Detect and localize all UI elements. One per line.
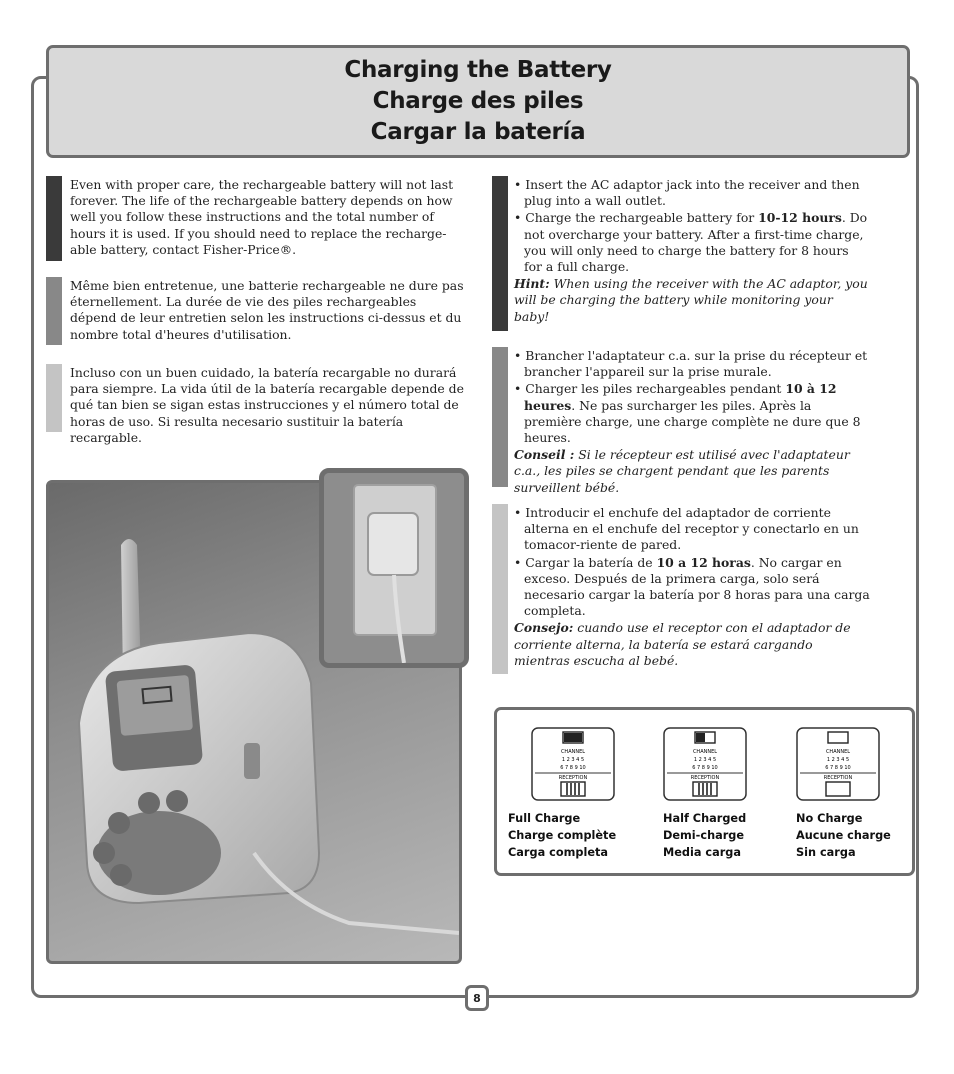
spanish-marker-bar <box>46 364 62 432</box>
svg-text:CHANNEL: CHANNEL <box>825 749 851 755</box>
left-para-en: Even with proper care, the rechargeable battery will not last forever. The life of the rechargeable battery depends on how well you follow these instructions and the total number of hours it is used. If you should need to replace the recharge-able battery, contact Fisher-Price®. <box>70 177 454 257</box>
svg-text:1 2 3 4 5: 1 2 3 4 5 <box>693 757 717 763</box>
bullet: • Charger les piles rechargeables pendant 10 à 12 heures. Ne pas surcharger les piles. Après la première charge, une charge complète ne dure que 8 heures. <box>514 381 861 446</box>
left-para-es: Incluso con un buen cuidado, la batería recargable no durará para siempre. La vida útil de la batería recargable depende de qué tan bien se sigan estas instrucciones y el número total de horas de uso. Si resulta necesario sustituir la batería recargable. <box>70 365 464 445</box>
spanish-marker-bar-right <box>492 504 508 674</box>
svg-text:1 2 3 4 5: 1 2 3 4 5 <box>826 757 850 763</box>
right-block-es <box>514 505 870 669</box>
svg-text:RECEPTION: RECEPTION <box>690 775 720 781</box>
adapter-inset-photo <box>319 468 469 668</box>
lcd-no-charge <box>796 727 880 801</box>
french-marker-bar-right <box>492 347 508 487</box>
svg-text:RECEPTION: RECEPTION <box>558 775 588 781</box>
battery-fill-half <box>696 733 705 742</box>
bullet: • Insert the AC adaptor jack into the receiver and then plug into a wall outlet. <box>514 177 860 209</box>
svg-text:RECEPTION: RECEPTION <box>823 775 853 781</box>
english-marker-bar <box>46 176 62 261</box>
svg-text:6 7 8 9 10: 6 7 8 9 10 <box>692 765 718 771</box>
bullet: • Charge the rechargeable battery for 10-12 hours. Do not overcharge your battery. After a first-time charge, you will only need to charge the battery for 8 hours for a full charge. <box>514 210 868 275</box>
english-marker-bar-right <box>492 176 508 331</box>
no-charge-labels: No Charge Aucune charge Sin carga <box>796 812 891 859</box>
wall-adapter-illustration <box>324 473 464 663</box>
full-charge-labels: Full Charge Charge complète Carga completa <box>508 812 617 859</box>
bullet: • Brancher l'adaptateur c.a. sur la prise du récepteur et brancher l'appareil sur la prise murale. <box>514 348 868 380</box>
title-es: Cargar la batería <box>370 119 586 145</box>
title-box <box>46 45 910 158</box>
bullet: • Introducir el enchufe del adaptador de corriente alterna en el enchufe del receptor y conectarlo en un tomacor-riente de pared. <box>514 505 859 553</box>
right-block-fr <box>514 348 870 496</box>
left-para-fr: Même bien entretenue, une batterie rechargeable ne dure pas éternellement. La durée de vie des piles rechargeables dépend de leur entretien selon les instructions ci-dessus et du nombre total d'heures d'utilisation. <box>70 278 464 342</box>
svg-text:CHANNEL: CHANNEL <box>692 749 718 755</box>
lcd-full-charge <box>531 727 615 801</box>
bullet: • Cargar la batería de 10 a 12 horas. No cargar en exceso. Después de la primera carga, solo será necesario cargar la batería por 8 horas para una carga completa. <box>514 554 870 619</box>
svg-text:CHANNEL: CHANNEL <box>560 749 586 755</box>
lcd-half-charged <box>663 727 747 801</box>
battery-indicator-panel <box>494 707 915 876</box>
hint: Consejo: cuando use el receptor con el adaptador de corriente alterna, la batería se estará cargando mientras escucha al bebé. <box>514 620 851 668</box>
page-number: 8 <box>465 985 489 1011</box>
battery-fill-full <box>564 733 582 742</box>
svg-text:6 7 8 9 10: 6 7 8 9 10 <box>560 765 586 771</box>
hint: Hint: When using the receiver with the AC adaptor, you will be charging the battery while monitoring your baby! <box>514 276 868 324</box>
svg-text:1 2 3 4 5: 1 2 3 4 5 <box>561 757 585 763</box>
svg-text:6 7 8 9 10: 6 7 8 9 10 <box>825 765 851 771</box>
french-marker-bar <box>46 277 62 345</box>
title-en: Charging the Battery <box>344 57 612 83</box>
half-charged-labels: Half Charged Demi-charge Media carga <box>663 812 747 859</box>
title-fr: Charge des piles <box>372 88 584 114</box>
hint: Conseil : Si le récepteur est utilisé avec l'adaptateur c.a., les piles se chargent pendant que les parents surveillent bébé. <box>514 447 850 495</box>
right-block-en <box>514 177 870 325</box>
